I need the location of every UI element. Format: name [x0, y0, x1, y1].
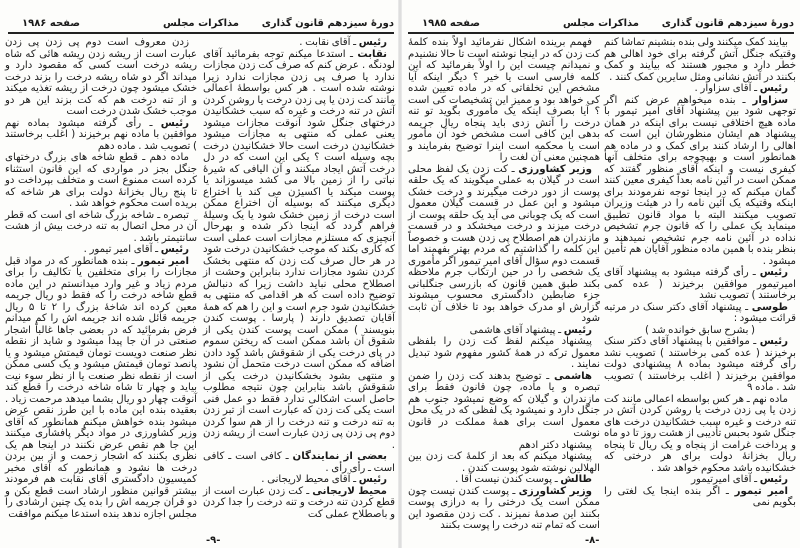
paragraph-text: زدن معروف است دوم پی زدن پی زدن عبارت است از ریشه زدن ریشه هائی که شاه ریشه درخت است کسی که مقصود دارد و میداند اگر دو شاه ریشه درخت را بزند درخت خشک میشود چون درخت از ریشه تغذیه میکند و از تنه درخت هم که کت بزند این هر دو موجب خشک شدن درخت است — [5, 37, 197, 117]
paragraph — [5, 210, 197, 245]
speech-paragraph — [5, 118, 197, 153]
paragraph-text: ـ آقای سزاوار . — [694, 83, 760, 94]
paragraph — [408, 37, 600, 164]
page-header — [408, 8, 794, 34]
speaker-name: وزیر کشاورزی — [518, 163, 592, 175]
speaker-name: وزیر کشاورزی — [518, 485, 592, 497]
speech-paragraph — [408, 325, 600, 337]
paragraph — [408, 440, 600, 452]
paragraph — [604, 37, 796, 83]
publication-title: مذاکرات مجلس — [162, 18, 240, 29]
paragraph-text: بیایند کمک میکنند ولی بنده بنشینم تماشا کنم وقتیکه جنگل آتش گرفته برای خود اهالی هم خطر دارد و مجبور هستند که بیایند و کمک بکنند در آتش نشانی ومثل سایرین کمک کنند . — [604, 37, 796, 83]
speech-paragraph — [203, 49, 395, 452]
paragraph-text: ـ آقای امیر تیمور . — [83, 244, 161, 255]
page-number: صفحه ۱۹۸۵ — [422, 18, 481, 29]
speech-paragraph — [408, 486, 600, 532]
page-number: صفحه ۱۹۸۶ — [22, 18, 81, 29]
book-gutter — [398, 0, 402, 548]
paragraph — [604, 325, 796, 337]
paragraph-text: پیشنهاد دکتر ادهم — [518, 439, 592, 451]
text-column-left — [5, 37, 197, 520]
paragraph-text: ـ توضیح بدهند کت زدن را ضمن تبصره و یا ماده، چون قانون فقط برای مازندران و گیلان که وضع نمیشود جنوب هم جنگل دارد و نمیشود یک لفظی که در یک محل معمول است برای همهٔ مملکت در قانون نوشت — [408, 370, 600, 439]
text-column-left — [408, 37, 600, 532]
speech-paragraph — [604, 83, 796, 95]
page-1985 — [400, 0, 800, 548]
paragraph-text: ـ بنده همانطور که در مواد قبل مجازات را برای متخلفین یا تکالیف را برای مردم زیاد و غیر وارد میدانستم در این ماده قطع شاخه درخت را که فقط دو ریال جریمه معین کرده اند شاخهٔ بزرگ را ۲ تا ۵ ریال جریمه قائل شده اند جریمه اش را کم میدانم فرض بفرمائید که در بعضی جاها غالباً اشجار صنعتی در آن جا پیدا میشود و شاید از نقطه نظر صنعت دویست تومان قیمتش میشود و یا پانصد تومان قیمتش میشود و یک کسی ممکن است از نقطه نظر صنعت یا از نظر سوء نیت بیاید و چهار تا شاه شاخه درخت را قطع کند آنوقت چهار دو ریال بشما میدهد مرحمت زیاد . بعقیده بنده این ماده با این طرز نقص عرض میشود بنده خواهش میکنم همانطور که آقای وزیر کشاورزی در مواد دیگر پافشاری میکنند این جا هم نقص عرض نکنند در اینجا هم یک نظری بکنند که اشجار زحمت و از بین بردن درخت ها نشود و همانطور که آقای مخبر کمیسیون دادگستری آقای نقابت هم فرمودند بیشتر قوانین منظور ارشاد است قطع بکن و دو قران جریمه اش را بده یک چنین ارشادی را مجلس اجازه ندهد بنده استدعا میکنم موافقت — [5, 255, 197, 520]
speech-paragraph — [604, 302, 796, 325]
speaker-name: رئیس — [358, 37, 387, 48]
page-footer-number: -۹- — [206, 535, 221, 546]
paragraph-text: ماده نهم ـ هر کس بواسطه اعمالی مانند کت زدن یا پی زدن درخت یا روشن کردن آتش در تنه درخت و غیره سبب خشکانیدن درخت های جنگل شود بحبس تأدیبی از هشت روز تا دو ماه و پرداخت غرامت از پنجاه و یک ریال تا پنجاه ریال بخزانهٔ دولت برای هر درختی که خشکانیده باشد محکوم خواهد شد . — [604, 393, 796, 474]
speech-paragraph — [408, 371, 600, 440]
speaker-name: محیط لاریجانی — [312, 485, 387, 497]
paragraph-text: ـ پوست کندن نیست آقا . — [455, 474, 561, 485]
speaker-name: رئیس — [160, 117, 189, 129]
speech-paragraph — [5, 244, 197, 256]
paragraph — [604, 394, 796, 475]
speaker-name: طالش — [560, 474, 592, 485]
speech-paragraph — [604, 474, 796, 486]
paragraph-text: پیشنهاد میکنم که بعد از کلمهٔ کت زدن بین الهلالین نوشته شود پوست کندن . — [408, 451, 600, 474]
paragraph-text: تبصره ـ شاخه بزرگ شاخه ای است که قطر آن در محل اتصال به تنه درخت بیش از هشت سانتیمتر باشد . — [5, 209, 197, 244]
paragraph-text: ـ آقای نقابت . — [299, 37, 359, 48]
paragraph-text: ( بشرح سابق خوانده شد ) — [644, 324, 756, 336]
speaker-name: طوسی — [751, 301, 788, 313]
speech-paragraph — [604, 95, 796, 268]
paragraph-text: پیشنهاد میکنم لفظ کت زدن را بلفظی معمول ترکه در همهٔ کشور مفهوم شود تبدیل نمایند . — [408, 336, 600, 370]
page-header — [8, 8, 394, 34]
paragraph-text: ـ پیشنهاد آقای دکتر سنک در مرتبه قرائت میشود : — [604, 301, 796, 324]
paragraph — [408, 451, 600, 474]
paragraph-text: ـ کت زدن عبارت است از قطع کردن تنه درخت و تنه درخت را جدا کردن و باصطلاح عملی کت — [203, 485, 395, 520]
session-title: دورهٔ سیزدهم قانون گذاری — [261, 18, 394, 29]
speaker-name: رئیس — [759, 267, 788, 278]
speech-paragraph — [203, 37, 395, 49]
speech-paragraph — [408, 164, 600, 325]
paragraph-text: فهمم برینده اشکال نفرمائید اولاً بنده کلمهٔ کت زدن که در اینجا نوشته است تا حالا نشنیدم و نمیدانم چیست این را اولاً بفرمائید که این کلمه فارسی است یا خیر ؟ دیگر اینکه آیا مشخص این تخلفاتی که در ماده تعیین شده کی خواهد بود و ممیز این تشخیصات کی است ؟ آیا بصرف اینکه یک مأموری بگوید تو تنه درخت را آتش زدی باید پنجاه ریال جریمه بدهی این کافی است مشخص خود آن مأمور است یا محکمه است اینرا توضیح بفرمایند و همچنین معنی آن لغت را — [408, 37, 600, 163]
paragraph-text: ـ پوست کندن نیست چون ممکن است یک درختی را به درازی پوست بکنند این صدمهٔ نمیزند . کت زدن مقصود این است که تمام تنه درخت را پوست بکنند — [408, 485, 600, 531]
speaker-name: رئیس — [759, 474, 788, 485]
speech-paragraph — [604, 267, 796, 302]
paragraph — [5, 152, 197, 210]
session-title: دورهٔ سیزدهم قانون گذاری — [661, 18, 794, 29]
speaker-name: سزاوار — [752, 94, 788, 106]
speaker-name: رئیس — [358, 474, 387, 485]
paragraph-text: ـ اگر بنده اینجا یک لغتی را بگویم نمی — [604, 485, 796, 508]
paragraph — [5, 37, 197, 118]
speaker-name: رئیس — [759, 83, 788, 94]
paragraph-text: ـ موافقین با پیشنهاد آقای دکتر سنک برخیزند ( عده کمی برخاستند ) تصویب نشد رأی گرفته میشود بماده ۸ پیشنهادی دولت موافقین برخیزند ( اغلب برخاستند ) تصویب شد . ماده ۹ — [604, 336, 796, 393]
paragraph-text: ـ پیشنهاد آقای هاشمی — [469, 324, 564, 336]
paragraph-text: ـ بنده میخواهم عرض کنم اگر توجهی شود بین پیشنهاد آقای امیر تیمور با ماده هیچ اختلافی نیست برای اینکه در همان پیشنهاد هم ایشان منظورشان این است که اهالی را ارشاد کنند برای کمک و در ماده هم همانطور است و بهیچوجه برای متخلف آنها کیفری نیست و اینکه آقای منظور گفتند که ممکن است در آئین نامه بعداً کیفری معین کنند گمان میکنم که در اینجا توجه نفرمودند برای اینکه وقتیکه یک آئین نامه را در هیئت وزیران تصویب میکنند البته با مواد قانون تطبیق مینماید یک عملی را که قانون جرم تشخیص نداده در آئین نامه جرم تشخیص نمیدهند و بنظر بنده با همین ماده منظور آقایان هم تأمین میشود . — [604, 94, 796, 267]
text-column-right — [604, 37, 796, 509]
speaker-name: امیر تیمور — [137, 255, 189, 267]
page-footer-number: -۸- — [585, 535, 600, 546]
speech-paragraph — [5, 256, 197, 521]
paragraph-text: ماده دهم ـ قطع شاخه های بزرگ درختهای جنگل بجز در مواردی که این قانون استثناء کرده است ممنوع است و متخلف بپرداخت دو تا پنج ریال بخزانهٔ دولت برای هر شاخه که بریده است محکوم خواهد شد . — [5, 152, 197, 209]
speech-paragraph — [203, 451, 395, 474]
paragraph-text: ـ استدعا میکنم توجه بفرمائید آقای لودنگه . عرض کنم که صرف کت زدن مجازات ندارد یا صرف پی زدن مجازات ندارد زیرا نوشته شده است . هر کس بواسطهٔ اعمالی مانند کت زدن یا پی زدن درخت یا روشن کردن آتش در تنه درخت و غیره که سبب خشکانیدن درختهای جنگل شود آنوقت مجازات میشود یعنی عملی که منتهی به مجازات میشود خشکانیدن درخت است حالا خشکانیدن درخت بچه وسیله است ؟ یکی این است که در دل درخت آتش ایجاد میکنند و آن الیافی که شیرهٔ نباتی را از زمین بالا می کشد میسوزاند یا پوست میکند یا اکسیژن می کند یا اختراع دیگری میکنند که بوسیله آن اختراع ممکن است درخت از زمین خشک شود یا یک وسیلهٔ فراهم گردد که اینجا ذکر شده و بهرحال آنچیزی که مستلزم مجازات است عملی است که کاری بکند که موجب خشکانیدن درخت شود در هر حال صرف کت زدن که منتهی بخشک کردن نشود مجازات ندارد بنابراین وحشت از اصطلاح محلی نباید داشت زیرا که دنبالش توضیح داده است که هر اقدامی که منتهی به خشکانیدن شود جرم است و این را هم که همهٔ آقایان تصدیق دارند ( پارسا . پوست کندن بنویسند ) ممکن است پوست کندن یکی از شقوق آن باشد ممکن است که ریختن سموم در پای درخت یکی از شقوقش باشد کود دادن اضافه که ممکن است درخت متحمل آن نشود و منتهی بشود بخشکانیدن درخت یکی از شقوقش باشد بنابراین چون نتیجه مطلوب حاصل است اشکالی ندارد فقط دو عمل فنی است یکی کت زدن که عبارت است از تبر زدن به تنه درخت و تنه درخت را از هم سوا کردن دوم پی زدن پی زدن عبارت است از ریشه زدن . — [203, 48, 395, 451]
speech-paragraph — [604, 336, 796, 394]
paragraph-text: ـ کت زدن یک لفظ محلی است در گیلان به عملی میگویند که یک حلقه پوست از دور درخت میگیرند و درخت خشک میشود و این عمل در قسمت گیلان معمول است که یک چوبانی می آید یک حلقه پوست از درخت میزند و درخت میخشکد و در قسمت مازندران هم اصطلاح پی زدن هست و خصوصاً این کلمه را گذاشتیم که مردم بهتر بفهمند اما قسمت دوم سؤال آقای امیر تیمور اگر مأموری یک شخصی را در حین ارتکاب جرم ملاحظه بکند طبق همین قانون که بازرسی جنگلبانی جزء ضابطین دادگستری محسوب میشوند گزارش او مدرک خواهد بود تا خلاف آن ثابت شود — [408, 163, 600, 324]
paragraph-text: ـ آقای محیط لاریجانی . — [261, 474, 359, 485]
paragraph-text: ـ آقای امیرتیمور — [691, 474, 760, 485]
text-column-right — [203, 37, 395, 520]
paragraph — [408, 336, 600, 371]
publication-title: مذاکرات مجلس — [562, 18, 640, 29]
speaker-name: رئیس — [759, 336, 788, 347]
speech-paragraph — [203, 474, 395, 486]
speech-paragraph — [408, 474, 600, 486]
speaker-name: امیر تیمور — [734, 485, 788, 497]
paragraph-text: ـ رأی گرفته میشود به پیشنهاد آقای امیرتیمور موافقین برخیزند ( عده کمی برخاستند ) تصویب نشد — [604, 267, 796, 301]
paragraph-text: ـ رأی گرفته میشود بماده نهم موافقین با ماده نهم برخیزند ( اغلب برخاستند ) تصویب شد . ماده دهم — [5, 117, 197, 152]
speaker-name: رئیس — [160, 244, 189, 255]
speaker-name: بعضی از نمایندگان — [292, 451, 387, 462]
speech-paragraph — [604, 486, 796, 509]
paragraph-text: ـ کافی است ـ کافی است ـ رأی رأی . — [203, 451, 395, 474]
speaker-name: رئیس — [563, 324, 592, 336]
speaker-name: هاشمی — [553, 370, 592, 382]
speaker-name: نقابت — [357, 48, 387, 60]
speech-paragraph — [203, 486, 395, 521]
